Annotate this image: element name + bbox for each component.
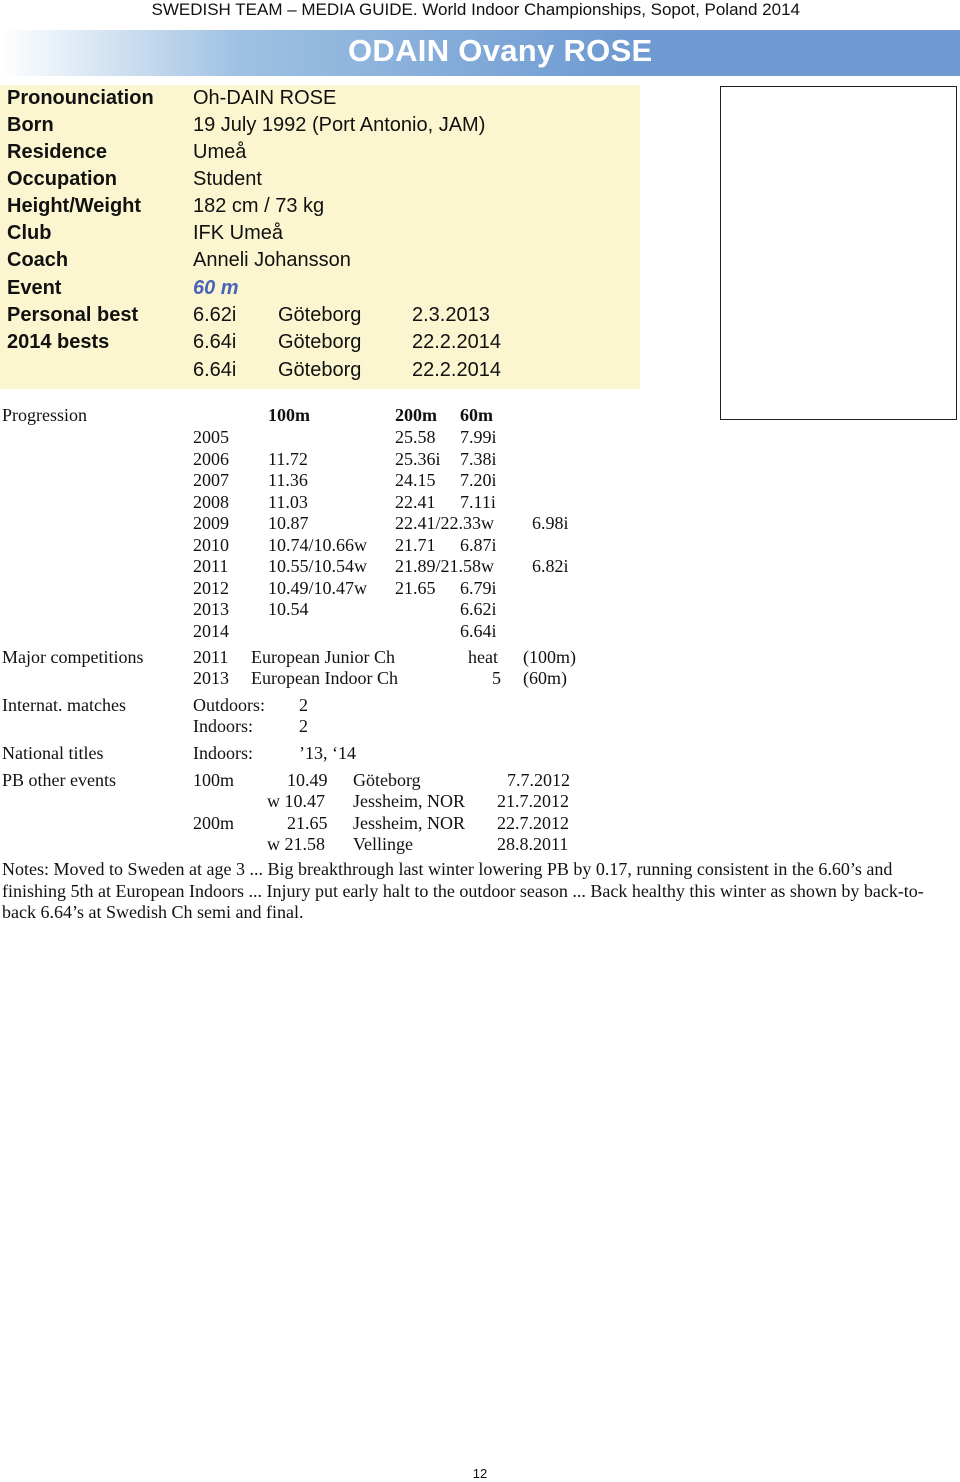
info-value: Anneli Johansson — [193, 249, 351, 271]
best-venue: Göteborg — [278, 359, 362, 381]
info-row — [0, 166, 640, 193]
progression-200m: 21.89/21.58w — [395, 556, 494, 576]
pb-other-label: PB other events — [2, 770, 116, 790]
progression-60m: 7.11i — [460, 492, 496, 512]
pb-other-venue: Göteborg — [353, 770, 421, 790]
best-venue: Göteborg — [278, 331, 362, 353]
match-type: Outdoors: — [193, 695, 265, 715]
bests-2014-label: 2014 bests — [7, 331, 110, 353]
info-row — [0, 220, 640, 247]
pb-other-date: 21.7.2012 — [497, 791, 569, 811]
competition-year: 2013 — [193, 668, 229, 688]
notes-text: Moved to Sweden at age 3 ... Big breakthrough last winter lowering PB by 0.17, running consistent in the 6.60’s and finishing 5th at European Indoors ... Injury put early halt to the outdoor season ... Back healthy this winter as shown by back-to-back 6.64’s at Swedish Ch semi and final. — [2, 859, 924, 922]
progression-60m: 6.79i — [460, 578, 497, 598]
info-label: Occupation — [7, 168, 118, 190]
notes-paragraph: Notes: Moved to Sweden at age 3 ... Big breakthrough last winter lowering PB by 0.17, running consistent in the 6.60’s and finishing 5th at European Indoors ... Injury put early halt to the outdoor season ... Back healthy this winter as shown by back-to-back 6.64’s at Swedish Ch semi and final. — [2, 859, 924, 922]
progression-year: 2013 — [193, 599, 229, 619]
pb-other-mark: 21.65 — [287, 813, 328, 833]
progression-200m: 22.41/22.33w — [395, 513, 494, 533]
progression-60m: 6.64i — [460, 621, 497, 641]
pb-other-mark: w 21.58 — [267, 834, 325, 854]
competition-name: European Indoor Ch — [251, 668, 398, 688]
best-mark: 6.64i — [193, 331, 237, 353]
notes-label: Notes — [2, 859, 44, 879]
pb-other-mark: 10.49 — [287, 770, 328, 790]
info-label: Residence — [7, 141, 108, 163]
national-titles-value: ’13, ‘14 — [299, 743, 356, 763]
major-competitions-label: Major competitions — [2, 647, 144, 667]
pb-other-venue: Jessheim, NOR — [353, 813, 465, 833]
progression-60m: 7.20i — [460, 470, 497, 490]
internat-matches-label: Internat. matches — [2, 695, 126, 715]
progression-100m: 10.49/10.47w — [268, 578, 367, 598]
pb-venue: Göteborg — [278, 304, 362, 326]
competition-name: European Junior Ch — [251, 647, 395, 667]
info-label: Club — [7, 222, 52, 244]
info-label: Born — [7, 114, 54, 136]
progression-100m: 10.55/10.54w — [268, 556, 367, 576]
progression-year: 2011 — [193, 556, 229, 576]
competition-event: (60m) — [523, 668, 567, 688]
page-header: SWEDISH TEAM – MEDIA GUIDE. World Indoor Championships, Sopot, Poland 2014 — [151, 0, 800, 19]
pb-other-mark: w 10.47 — [267, 791, 325, 811]
personal-best-row — [0, 302, 640, 329]
progression-header-100m: 100m — [268, 405, 310, 425]
pb-other-venue: Jessheim, NOR — [353, 791, 465, 811]
pb-other-event: 100m — [193, 770, 235, 790]
pb-other-venue: Vellinge — [353, 834, 413, 854]
national-titles-label: National titles — [2, 743, 104, 763]
national-titles-type: Indoors: — [193, 743, 253, 763]
progression-header-60m: 60m — [460, 405, 493, 425]
progression-header-200m: 200m — [395, 405, 437, 425]
info-row — [0, 112, 640, 139]
progression-60m: 7.99i — [460, 427, 497, 447]
info-row — [0, 247, 640, 274]
info-row — [0, 193, 640, 220]
progression-label: Progression — [2, 405, 87, 425]
progression-year: 2012 — [193, 578, 229, 598]
progression-200m: 25.58 — [395, 427, 436, 447]
athlete-name: ODAIN Ovany ROSE — [348, 33, 653, 68]
progression-100m: 11.36 — [268, 470, 308, 490]
best-mark: 6.64i — [193, 359, 237, 381]
progression-200m: 25.36i — [395, 449, 441, 469]
competition-place: 5 — [492, 668, 501, 688]
best-date: 22.2.2014 — [412, 359, 501, 381]
progression-year: 2010 — [193, 535, 229, 555]
progression-200m: 21.71 — [395, 535, 436, 555]
progression-year: 2006 — [193, 449, 229, 469]
progression-200m: 24.15 — [395, 470, 436, 490]
pb-other-date: 7.7.2012 — [507, 770, 570, 790]
progression-100m: 11.03 — [268, 492, 308, 512]
info-label: Coach — [7, 249, 69, 271]
bests-2014-row — [0, 357, 640, 384]
progression-60m: 7.38i — [460, 449, 497, 469]
progression-200m: 22.41 — [395, 492, 436, 512]
progression-60m: 6.98i — [532, 513, 569, 533]
info-label: Height/Weight — [7, 195, 142, 217]
progression-100m: 10.74/10.66w — [268, 535, 367, 555]
info-value: IFK Umeå — [193, 222, 284, 244]
progression-year: 2005 — [193, 427, 229, 447]
info-value: 19 July 1992 (Port Antonio, JAM) — [193, 114, 486, 136]
competition-event: (100m) — [523, 647, 576, 667]
info-value: Umeå — [193, 141, 247, 163]
personal-best-label: Personal best — [7, 304, 139, 326]
progression-100m: 10.54 — [268, 599, 309, 619]
pb-mark: 6.62i — [193, 304, 237, 326]
competition-year: 2011 — [193, 647, 229, 667]
progression-60m: 6.62i — [460, 599, 497, 619]
info-box — [0, 85, 640, 389]
match-count: 2 — [299, 716, 308, 736]
progression-year: 2009 — [193, 513, 229, 533]
progression-60m: 6.87i — [460, 535, 497, 555]
competition-place: heat — [468, 647, 498, 667]
match-type: Indoors: — [193, 716, 253, 736]
info-value: Oh-DAIN ROSE — [193, 87, 337, 109]
progression-100m: 10.87 — [268, 513, 309, 533]
event-value: 60 m — [193, 277, 239, 299]
info-row — [0, 139, 640, 166]
progression-year: 2007 — [193, 470, 229, 490]
progression-60m: 6.82i — [532, 556, 569, 576]
bests-2014-row — [0, 329, 640, 356]
info-label: Pronounciation — [7, 87, 154, 109]
pb-date: 2.3.2013 — [412, 304, 490, 326]
best-date: 22.2.2014 — [412, 331, 501, 353]
progression-100m: 11.72 — [268, 449, 308, 469]
match-count: 2 — [299, 695, 308, 715]
event-row — [0, 275, 640, 302]
event-label: Event — [7, 277, 62, 299]
info-row — [0, 85, 640, 112]
pb-other-date: 28.8.2011 — [497, 834, 569, 854]
info-value: Student — [193, 168, 262, 190]
pb-other-event: 200m — [193, 813, 235, 833]
pb-other-date: 22.7.2012 — [497, 813, 569, 833]
photo-placeholder — [720, 86, 957, 420]
page-number: 12 — [472, 1466, 488, 1481]
progression-year: 2014 — [193, 621, 229, 641]
progression-year: 2008 — [193, 492, 229, 512]
info-value: 182 cm / 73 kg — [193, 195, 325, 217]
progression-200m: 21.65 — [395, 578, 436, 598]
